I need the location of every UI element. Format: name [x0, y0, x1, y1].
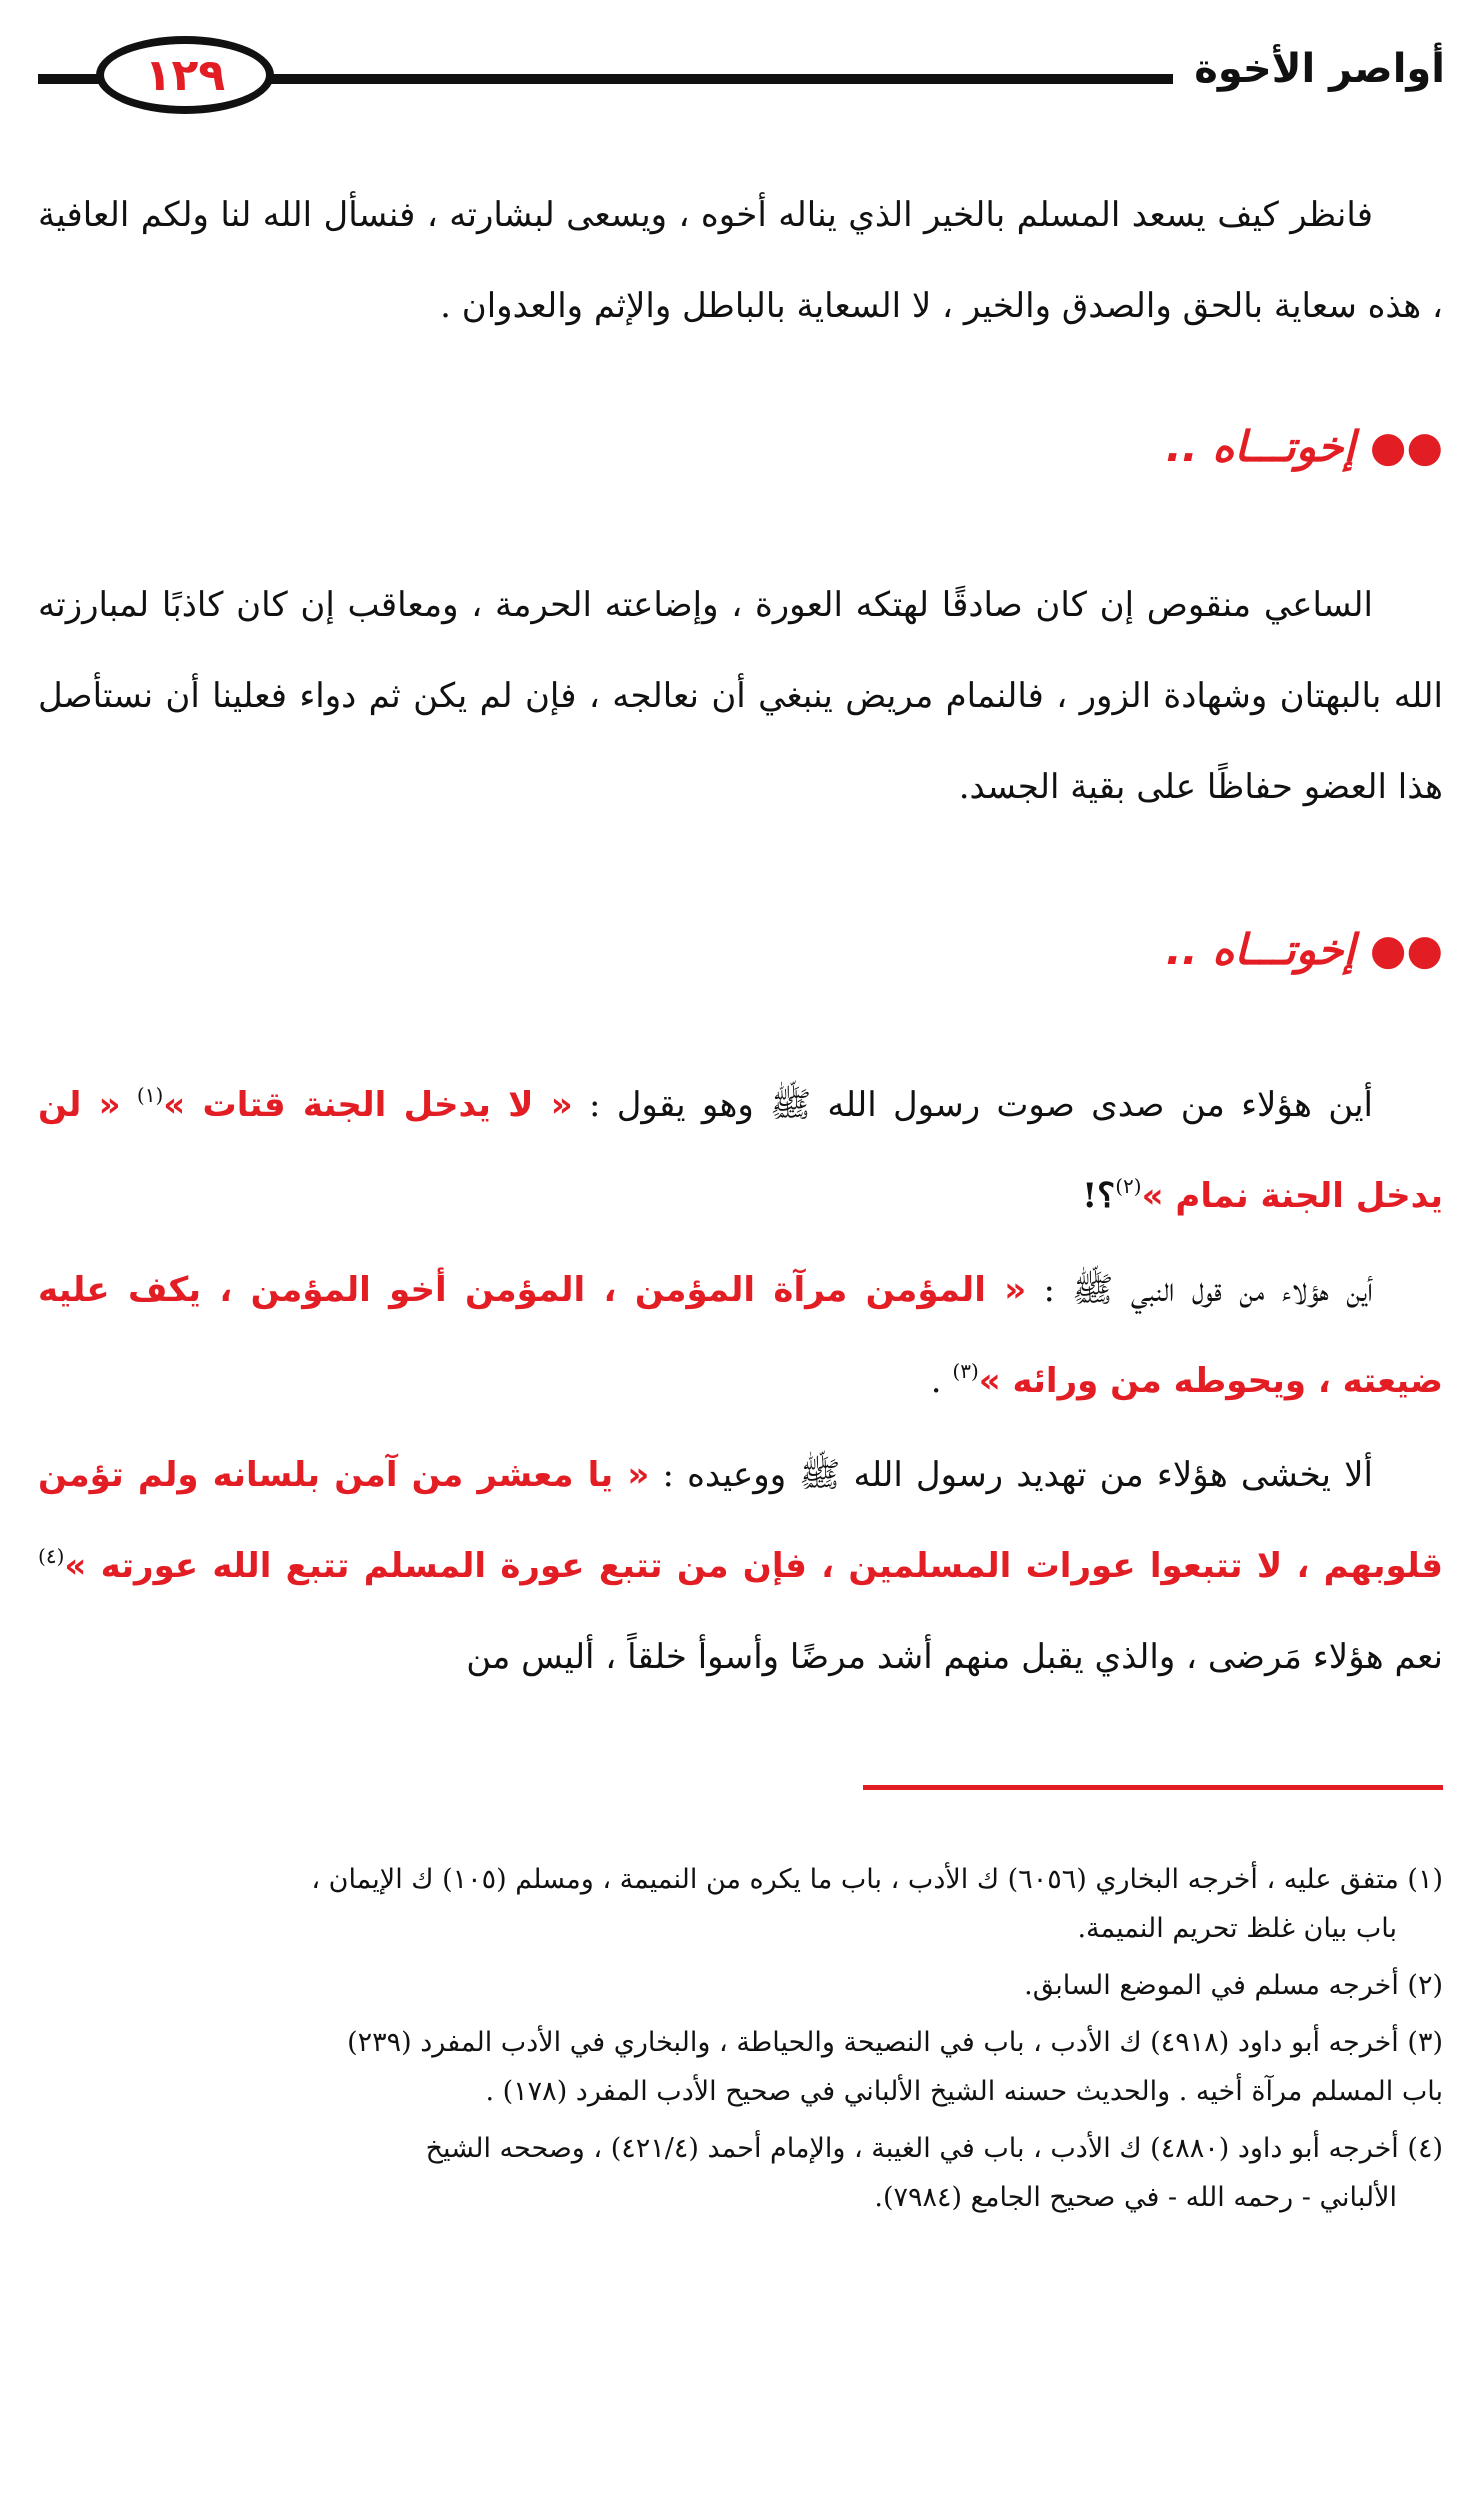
paragraph-3 [38, 1060, 1443, 1242]
paragraph-4-intro: أين هؤلاء من قول النبي ﷺ : [1026, 1270, 1373, 1310]
footnote-ref-4: (٤) [38, 1544, 65, 1568]
paragraph-3-end: ؟! [1082, 1176, 1116, 1216]
footnote-3-line-2: باب المسلم مرآة أخيه . والحديث حسنه الشيخ الألباني في صحيح الأدب المفرد (١٧٨) . [485, 2076, 1443, 2107]
page-number: ١٢٩ [144, 49, 226, 101]
paragraph-2: الساعي منقوص إن كان صادقًا لهتكه العورة ، وإضاعته الحرمة ، ومعاقب إن كان كاذبًا لمبارزته الله بالبهتان وشهادة الزور ، فالنمام مريض ينبغي أن نعالجه ، فإن لم يكن ثم دواء فعلينا أن نستأصل هذا العضو حفاظًا على بقية الجسد. [38, 585, 1443, 807]
footnote-1-line-1: (١) متفق عليه ، أخرجه البخاري (٦٠٥٦) ك الأدب ، باب ما يكره من النميمة ، ومسلم (١٠٥) ك الإيمان ، [311, 1864, 1443, 1895]
footnote-4-line-2: الألباني - رحمه الله - في صحيح الجامع (٧٩٨٤). [874, 2182, 1397, 2213]
section-heading-1 [1166, 422, 1443, 471]
footnote-1-line-2: باب بيان غلظ تحريم النميمة. [1077, 1913, 1397, 1944]
footnote-ref-3: (٣) [952, 1359, 979, 1383]
section-heading-2 [1166, 925, 1443, 974]
paragraph-1: فانظر كيف يسعد المسلم بالخير الذي يناله أخوه ، ويسعى لبشارته ، فنسأل الله لنا ولكم العافية ، هذه سعاية بالحق والصدق والخير ، لا السعاية بالباطل والإثم والعدوان . [38, 195, 1443, 326]
paragraph-5-end: نعم هؤلاء مَرضى ، والذي يقبل منهم أشد مرضًا وأسوأ خلقاً ، أليس من [466, 1637, 1443, 1677]
footnote-3 [38, 2018, 1443, 2116]
page-number-badge [96, 36, 274, 114]
footnote-2-line-1: (٢) أخرجه مسلم في الموضع السابق. [1024, 1970, 1443, 2001]
footnote-4 [38, 2124, 1443, 2222]
footnote-4-line-1: (٤) أخرجه أبو داود (٤٨٨٠) ك الأدب ، باب في الغيبة ، والإمام أحمد (٤٢١/٤) ، وصححه الشيخ [425, 2133, 1443, 2164]
hadith-quote-3: « المؤمن مرآة المؤمن ، المؤمن أخو المؤمن ، يكف عليه ضيعته ، ويحوطه من ورائه » [38, 1270, 1443, 1401]
header-rule-left [38, 74, 96, 84]
footnote-ref-1: (١) [136, 1083, 164, 1107]
footnote-ref-2: (٢) [1115, 1174, 1142, 1198]
section-heading-text: إخوتـــاه .. [1165, 422, 1356, 471]
bullet-dots-icon: ●● [1369, 422, 1443, 471]
hadith-quote-4: « يا معشر من آمن بلسانه ولم تؤمن قلوبهم ، لا تتبعوا عورات المسلمين ، فإن من تتبع عورة المسلم تتبع الله عورته » [38, 1455, 1443, 1586]
footnote-2 [38, 1961, 1443, 2010]
paragraph-5-intro: ألا يخشى هؤلاء من تهديد رسول الله ﷺ ووعيده : [649, 1455, 1373, 1495]
paragraph-4 [38, 1245, 1443, 1427]
bullet-dots-icon: ●● [1369, 925, 1443, 974]
running-header-title: أواصر الأخوة [1194, 46, 1445, 92]
section-heading-text: إخوتـــاه .. [1165, 925, 1356, 974]
hadith-quote-2: « لن يدخل الجنة نمام » [38, 1085, 1443, 1216]
footnote-separator [863, 1785, 1443, 1790]
paragraph-4-end: . [930, 1361, 953, 1401]
footnote-1 [38, 1855, 1443, 1953]
hadith-quote-1: « لا يدخل الجنة قتات » [163, 1085, 573, 1125]
footnotes [38, 1855, 1443, 2230]
paragraph-3-intro: أين هؤلاء من صدى صوت رسول الله ﷺ وهو يقول : [572, 1085, 1373, 1125]
footnote-3-line-1: (٣) أخرجه أبو داود (٤٩١٨) ك الأدب ، باب في النصيحة والحياطة ، والبخاري في الأدب المفرد (٢٣٩) [347, 2027, 1443, 2058]
paragraph-5 [38, 1430, 1443, 1703]
